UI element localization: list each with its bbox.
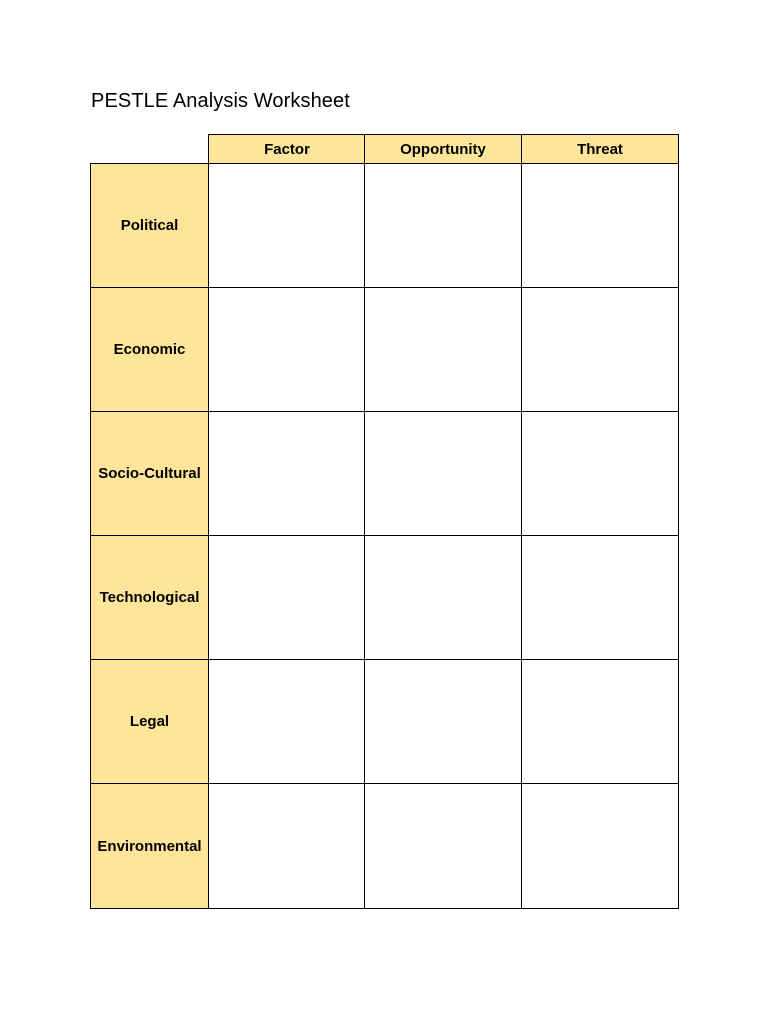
pestle-table	[90, 134, 679, 909]
row-label-technological: Technological	[90, 535, 209, 660]
legal-threat-cell[interactable]	[521, 659, 679, 784]
socio-cultural-factor-cell[interactable]	[208, 411, 366, 536]
row-label-political: Political	[90, 163, 209, 288]
column-header-opportunity: Opportunity	[364, 134, 522, 164]
technological-threat-cell[interactable]	[521, 535, 679, 660]
column-header-factor: Factor	[208, 134, 366, 164]
political-factor-cell[interactable]	[208, 163, 366, 288]
column-header-threat: Threat	[521, 134, 679, 164]
legal-opportunity-cell[interactable]	[364, 659, 522, 784]
row-label-socio-cultural: Socio-Cultural	[90, 411, 209, 536]
political-opportunity-cell[interactable]	[364, 163, 522, 288]
technological-opportunity-cell[interactable]	[364, 535, 522, 660]
environmental-factor-cell[interactable]	[208, 783, 366, 909]
economic-factor-cell[interactable]	[208, 287, 366, 412]
economic-opportunity-cell[interactable]	[364, 287, 522, 412]
row-label-legal: Legal	[90, 659, 209, 784]
environmental-opportunity-cell[interactable]	[364, 783, 522, 909]
row-label-economic: Economic	[90, 287, 209, 412]
political-threat-cell[interactable]	[521, 163, 679, 288]
legal-factor-cell[interactable]	[208, 659, 366, 784]
technological-factor-cell[interactable]	[208, 535, 366, 660]
socio-cultural-opportunity-cell[interactable]	[364, 411, 522, 536]
economic-threat-cell[interactable]	[521, 287, 679, 412]
row-label-environmental: Environmental	[90, 783, 209, 909]
worksheet-title: PESTLE Analysis Worksheet	[91, 90, 350, 112]
environmental-threat-cell[interactable]	[521, 783, 679, 909]
socio-cultural-threat-cell[interactable]	[521, 411, 679, 536]
